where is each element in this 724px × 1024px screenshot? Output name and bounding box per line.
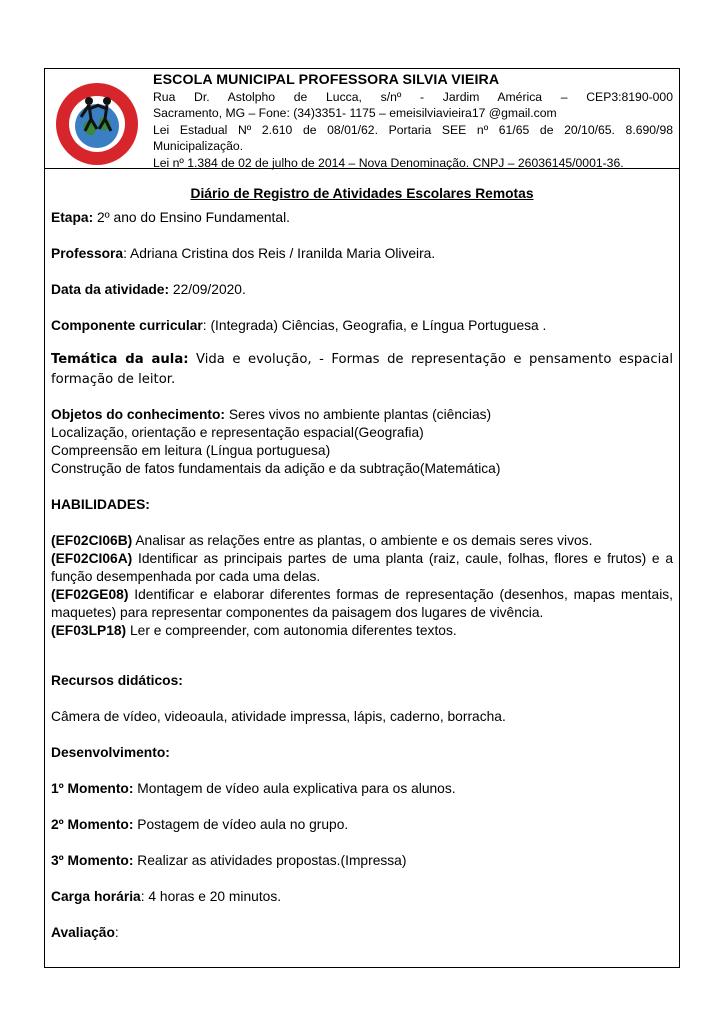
objetos-field [51,406,673,424]
carga-value: : 4 horas e 20 minutos. [140,889,282,904]
letterhead [45,69,679,169]
document-frame [44,68,680,968]
desenvolvimento-heading: Desenvolvimento: [51,745,170,760]
avaliacao-field [51,924,673,942]
school-name: ESCOLA MUNICIPAL PROFESSORA SILVIA VIEIRA [153,72,500,88]
objetos-line: Localização, orientação e representação espacial(Geografia) [51,425,424,440]
habilidades-heading: HABILIDADES: [51,497,150,512]
habilidade-item [51,586,673,622]
habilidade-item [51,622,673,640]
objetos-line: Compreensão em leitura (Língua portuguesa) [51,443,331,458]
habilidades-list [51,532,673,640]
momento-item [51,816,673,834]
tematica-value: Vida e evolução, - Formas de representação e pensamento espacial formação de leitor. [51,352,674,387]
etapa-value: 2º ano do Ensino Fundamental. [93,210,290,225]
document-title: Diário de Registro de Atividades Escolares Remotas [190,186,534,201]
professora-field [51,245,673,263]
momento-label: 1º Momento: [51,781,134,796]
habilidade-text: Analisar as relações entre as plantas, o ambiente e os demais seres vivos. [132,533,593,548]
momento-label: 3º Momento: [51,853,134,868]
momento-text: Realizar as atividades propostas.(Impressa) [133,853,407,868]
avaliacao-value: : [114,925,119,940]
recursos-label: Recursos didáticos: [51,673,183,688]
momento-item [51,780,673,798]
law-line: Lei Estadual Nº 2.610 de 08/01/62. Portaria SEE nº 61/65 de 20/10/65. 8.690/98 [153,122,673,137]
document-body [51,179,673,942]
data-value: 22/09/2020. [169,282,246,297]
momento-item [51,852,673,870]
contact-line: Sacramento, MG – Fone: (34)3351- 1175 – emeisilviavieira17 @gmail.com [153,106,557,121]
habilidade-text: Ler e compreender, com autonomia diferentes textos. [126,623,457,638]
data-label: Data da atividade: [51,282,170,297]
habilidade-item [51,550,673,586]
habilidade-code: (EF02GE08) [51,587,129,602]
address-line: Rua Dr. Astolpho de Lucca, s/nº - Jardim América – CEP3:8190-000 [153,90,673,104]
tematica-label: Temática da aula: [51,352,189,367]
etapa-label: Etapa: [51,210,94,225]
professora-label: Professora [51,246,124,261]
momento-label: 2º Momento: [51,817,134,832]
tematica-field [51,350,673,390]
componente-value: : (Integrada) Ciências, Geografia, e Língua Portuguesa . [202,318,547,333]
denomination-line: Lei nº 1.384 de 02 de julho de 2014 – Nova Denominação. CNPJ – 26036145/0001-36. [153,155,624,170]
componente-field [51,317,673,335]
carga-field [51,888,673,906]
professora-value: : Adriana Cristina dos Reis / Iranilda Maria Oliveira. [123,246,436,261]
avaliacao-label: Avaliação [51,925,115,940]
habilidade-text: Identificar e elaborar diferentes formas de representação (desenhos, mapas mentais, maquetes) para representar componentes da paisagem dos lugares de vivência. [51,587,673,620]
data-field [51,281,673,299]
letterhead-text [153,71,673,171]
momento-text: Montagem de vídeo aula explicativa para os alunos. [133,781,456,796]
habilidade-code: (EF02CI06A) [51,551,133,566]
habilidade-code: (EF03LP18) [51,623,127,638]
componente-label: Componente curricular [51,318,203,333]
etapa-field [51,209,673,227]
habilidade-code: (EF02CI06B) [51,533,133,548]
objetos-line: Construção de fatos fundamentais da adição e da subtração(Matemática) [51,461,501,476]
recursos-value: Câmera de vídeo, videoaula, atividade impressa, lápis, caderno, borracha. [51,709,506,724]
objetos-label: Objetos do conhecimento: [51,407,226,422]
law-line-cont: Municipalização. [153,139,244,154]
habilidade-item [51,532,673,550]
habilidade-text: Identificar as principais partes de uma planta (raiz, caule, folhas, flores e frutos) e a função desempenhada por cada uma delas. [51,551,673,584]
objetos-first: Seres vivos no ambiente plantas (ciências) [225,407,492,422]
school-logo [51,81,143,167]
momento-text: Postagem de vídeo aula no grupo. [133,817,349,832]
carga-label: Carga horária [51,889,141,904]
